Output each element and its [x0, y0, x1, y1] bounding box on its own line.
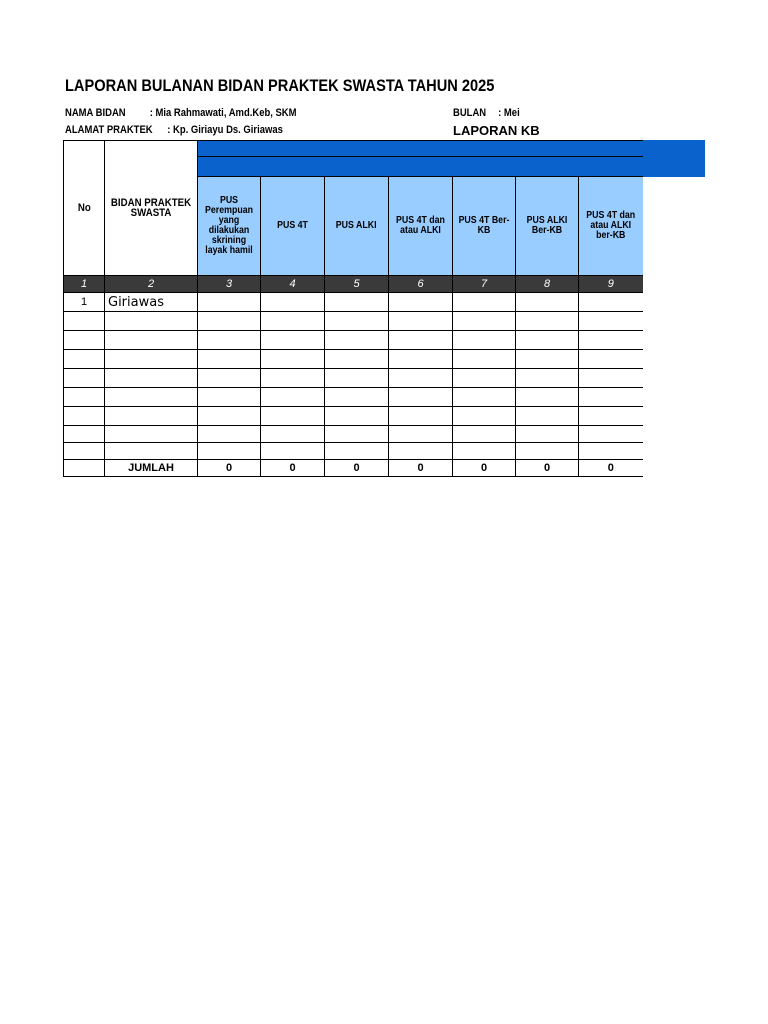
- table-cell[interactable]: [261, 443, 325, 460]
- total-value: 0: [516, 460, 579, 477]
- table-cell[interactable]: [261, 369, 325, 388]
- table-row: [64, 388, 643, 407]
- table-row: [64, 443, 643, 460]
- table-cell[interactable]: [516, 369, 579, 388]
- total-value: 0: [261, 460, 325, 477]
- table-cell[interactable]: [105, 443, 198, 460]
- table-cell[interactable]: [579, 426, 643, 443]
- table-cell[interactable]: [64, 407, 105, 426]
- table-cell[interactable]: [453, 293, 516, 312]
- table-cell[interactable]: [579, 369, 643, 388]
- bulan-value: : Mei: [498, 107, 520, 119]
- column-header: PUS Perempuan yang dilakukan skrining layak hamil: [198, 177, 261, 276]
- total-no-cell: [64, 460, 105, 477]
- nama-bidan-value: : Mia Rahmawati, Amd.Keb, SKM: [149, 107, 297, 119]
- column-header: PUS ALKI Ber-KB: [516, 177, 579, 276]
- table-row: [64, 407, 643, 426]
- table-cell[interactable]: [198, 331, 261, 350]
- table-cell[interactable]: [389, 350, 453, 369]
- table-cell[interactable]: [579, 312, 643, 331]
- table-cell[interactable]: [325, 388, 389, 407]
- table-cell[interactable]: [261, 312, 325, 331]
- table-cell[interactable]: [579, 350, 643, 369]
- total-value: 0: [325, 460, 389, 477]
- column-number: 8: [516, 276, 579, 293]
- column-number: 4: [261, 276, 325, 293]
- header-band-extension: [641, 140, 705, 177]
- nama-bidan-label: NAMA BIDAN: [65, 107, 126, 119]
- column-number: 1: [64, 276, 105, 293]
- table-cell[interactable]: [325, 293, 389, 312]
- table-cell[interactable]: [261, 388, 325, 407]
- table-cell[interactable]: [261, 426, 325, 443]
- table-cell[interactable]: [389, 443, 453, 460]
- row-number[interactable]: 1: [64, 293, 105, 312]
- table-cell[interactable]: [105, 331, 198, 350]
- table-cell[interactable]: [453, 426, 516, 443]
- table-cell[interactable]: [325, 407, 389, 426]
- column-number: 9: [579, 276, 643, 293]
- table-cell[interactable]: [198, 293, 261, 312]
- alamat-label: ALAMAT PRAKTEK: [65, 124, 153, 136]
- header-band-top: [198, 141, 643, 157]
- table-cell[interactable]: [325, 369, 389, 388]
- table-cell[interactable]: [579, 388, 643, 407]
- column-number: 3: [198, 276, 261, 293]
- column-header: PUS 4T dan atau ALKI: [389, 177, 453, 276]
- table-cell[interactable]: [261, 407, 325, 426]
- table-cell[interactable]: [453, 331, 516, 350]
- table-cell[interactable]: [325, 312, 389, 331]
- table-cell[interactable]: [389, 331, 453, 350]
- column-number: 2: [105, 276, 198, 293]
- table-row: [64, 331, 643, 350]
- header-bidan: BIDAN PRAKTEK SWASTA: [105, 141, 198, 276]
- table-cell[interactable]: [64, 350, 105, 369]
- table-cell[interactable]: [105, 388, 198, 407]
- table-cell[interactable]: [389, 293, 453, 312]
- column-number-row: [64, 276, 643, 293]
- report-title: LAPORAN BULANAN BIDAN PRAKTEK SWASTA TAHUN 2025: [65, 76, 495, 95]
- table-row: [64, 426, 643, 443]
- table-cell[interactable]: [516, 350, 579, 369]
- table-cell[interactable]: [389, 426, 453, 443]
- table-cell[interactable]: [516, 312, 579, 331]
- table-cell[interactable]: [198, 312, 261, 331]
- table-cell[interactable]: [261, 350, 325, 369]
- column-number: 5: [325, 276, 389, 293]
- table-cell[interactable]: [579, 331, 643, 350]
- table-cell[interactable]: [453, 388, 516, 407]
- table-cell[interactable]: [389, 369, 453, 388]
- table-cell[interactable]: [261, 293, 325, 312]
- header-no: No: [64, 141, 105, 276]
- table-cell[interactable]: [453, 312, 516, 331]
- column-header: PUS ALKI: [325, 177, 389, 276]
- table-cell[interactable]: [64, 369, 105, 388]
- table-cell[interactable]: [198, 407, 261, 426]
- table-cell[interactable]: [389, 407, 453, 426]
- table-cell[interactable]: [516, 331, 579, 350]
- column-number: 6: [389, 276, 453, 293]
- table-cell[interactable]: [325, 426, 389, 443]
- table-cell[interactable]: [198, 350, 261, 369]
- table-cell[interactable]: [325, 331, 389, 350]
- table-cell[interactable]: [105, 407, 198, 426]
- bulan-label: BULAN: [453, 107, 487, 119]
- table-cell[interactable]: [516, 407, 579, 426]
- table-cell[interactable]: [64, 331, 105, 350]
- report-subtitle: LAPORAN KB: [453, 123, 540, 138]
- table-cell[interactable]: [64, 312, 105, 331]
- table-cell[interactable]: [198, 443, 261, 460]
- column-header: PUS 4T Ber-KB: [453, 177, 516, 276]
- total-value: 0: [579, 460, 643, 477]
- nama-bidan-row: [65, 107, 297, 119]
- table-cell[interactable]: [579, 293, 643, 312]
- total-row: [64, 460, 643, 477]
- row-bidan-name[interactable]: Giriawas: [105, 293, 198, 312]
- table-cell[interactable]: [453, 407, 516, 426]
- table-cell[interactable]: [579, 407, 643, 426]
- alamat-row: [65, 124, 283, 136]
- table-row: [64, 293, 643, 312]
- table-cell[interactable]: [453, 369, 516, 388]
- table-row: [64, 350, 643, 369]
- total-value: 0: [453, 460, 516, 477]
- table-cell[interactable]: [325, 443, 389, 460]
- total-label: JUMLAH: [105, 460, 198, 477]
- table-cell[interactable]: [389, 312, 453, 331]
- table-cell[interactable]: [198, 426, 261, 443]
- header-band-bottom: [198, 157, 643, 177]
- column-number: 7: [453, 276, 516, 293]
- bulan-row: [453, 107, 520, 119]
- table-cell[interactable]: [105, 369, 198, 388]
- table-cell[interactable]: [198, 369, 261, 388]
- total-value: 0: [198, 460, 261, 477]
- table-cell[interactable]: [198, 388, 261, 407]
- alamat-value: : Kp. Giriayu Ds. Giriawas: [167, 124, 283, 136]
- table-cell[interactable]: [453, 443, 516, 460]
- table-cell[interactable]: [453, 350, 516, 369]
- table-cell[interactable]: [325, 350, 389, 369]
- table-cell[interactable]: [64, 388, 105, 407]
- table-cell[interactable]: [579, 443, 643, 460]
- table-cell[interactable]: [261, 331, 325, 350]
- table-row: [64, 312, 643, 331]
- total-value: 0: [389, 460, 453, 477]
- table-cell[interactable]: [389, 388, 453, 407]
- table-cell[interactable]: [64, 426, 105, 443]
- column-header: PUS 4T dan atau ALKI ber-KB: [579, 177, 643, 276]
- table-cell[interactable]: [516, 426, 579, 443]
- table-cell[interactable]: [105, 350, 198, 369]
- table-cell[interactable]: [64, 443, 105, 460]
- table-cell[interactable]: [516, 293, 579, 312]
- column-header: PUS 4T: [261, 177, 325, 276]
- table-cell[interactable]: [105, 312, 198, 331]
- table-cell[interactable]: [516, 388, 579, 407]
- report-table: [63, 140, 643, 477]
- table-row: [64, 369, 643, 388]
- table-cell[interactable]: [516, 443, 579, 460]
- table-cell[interactable]: [105, 426, 198, 443]
